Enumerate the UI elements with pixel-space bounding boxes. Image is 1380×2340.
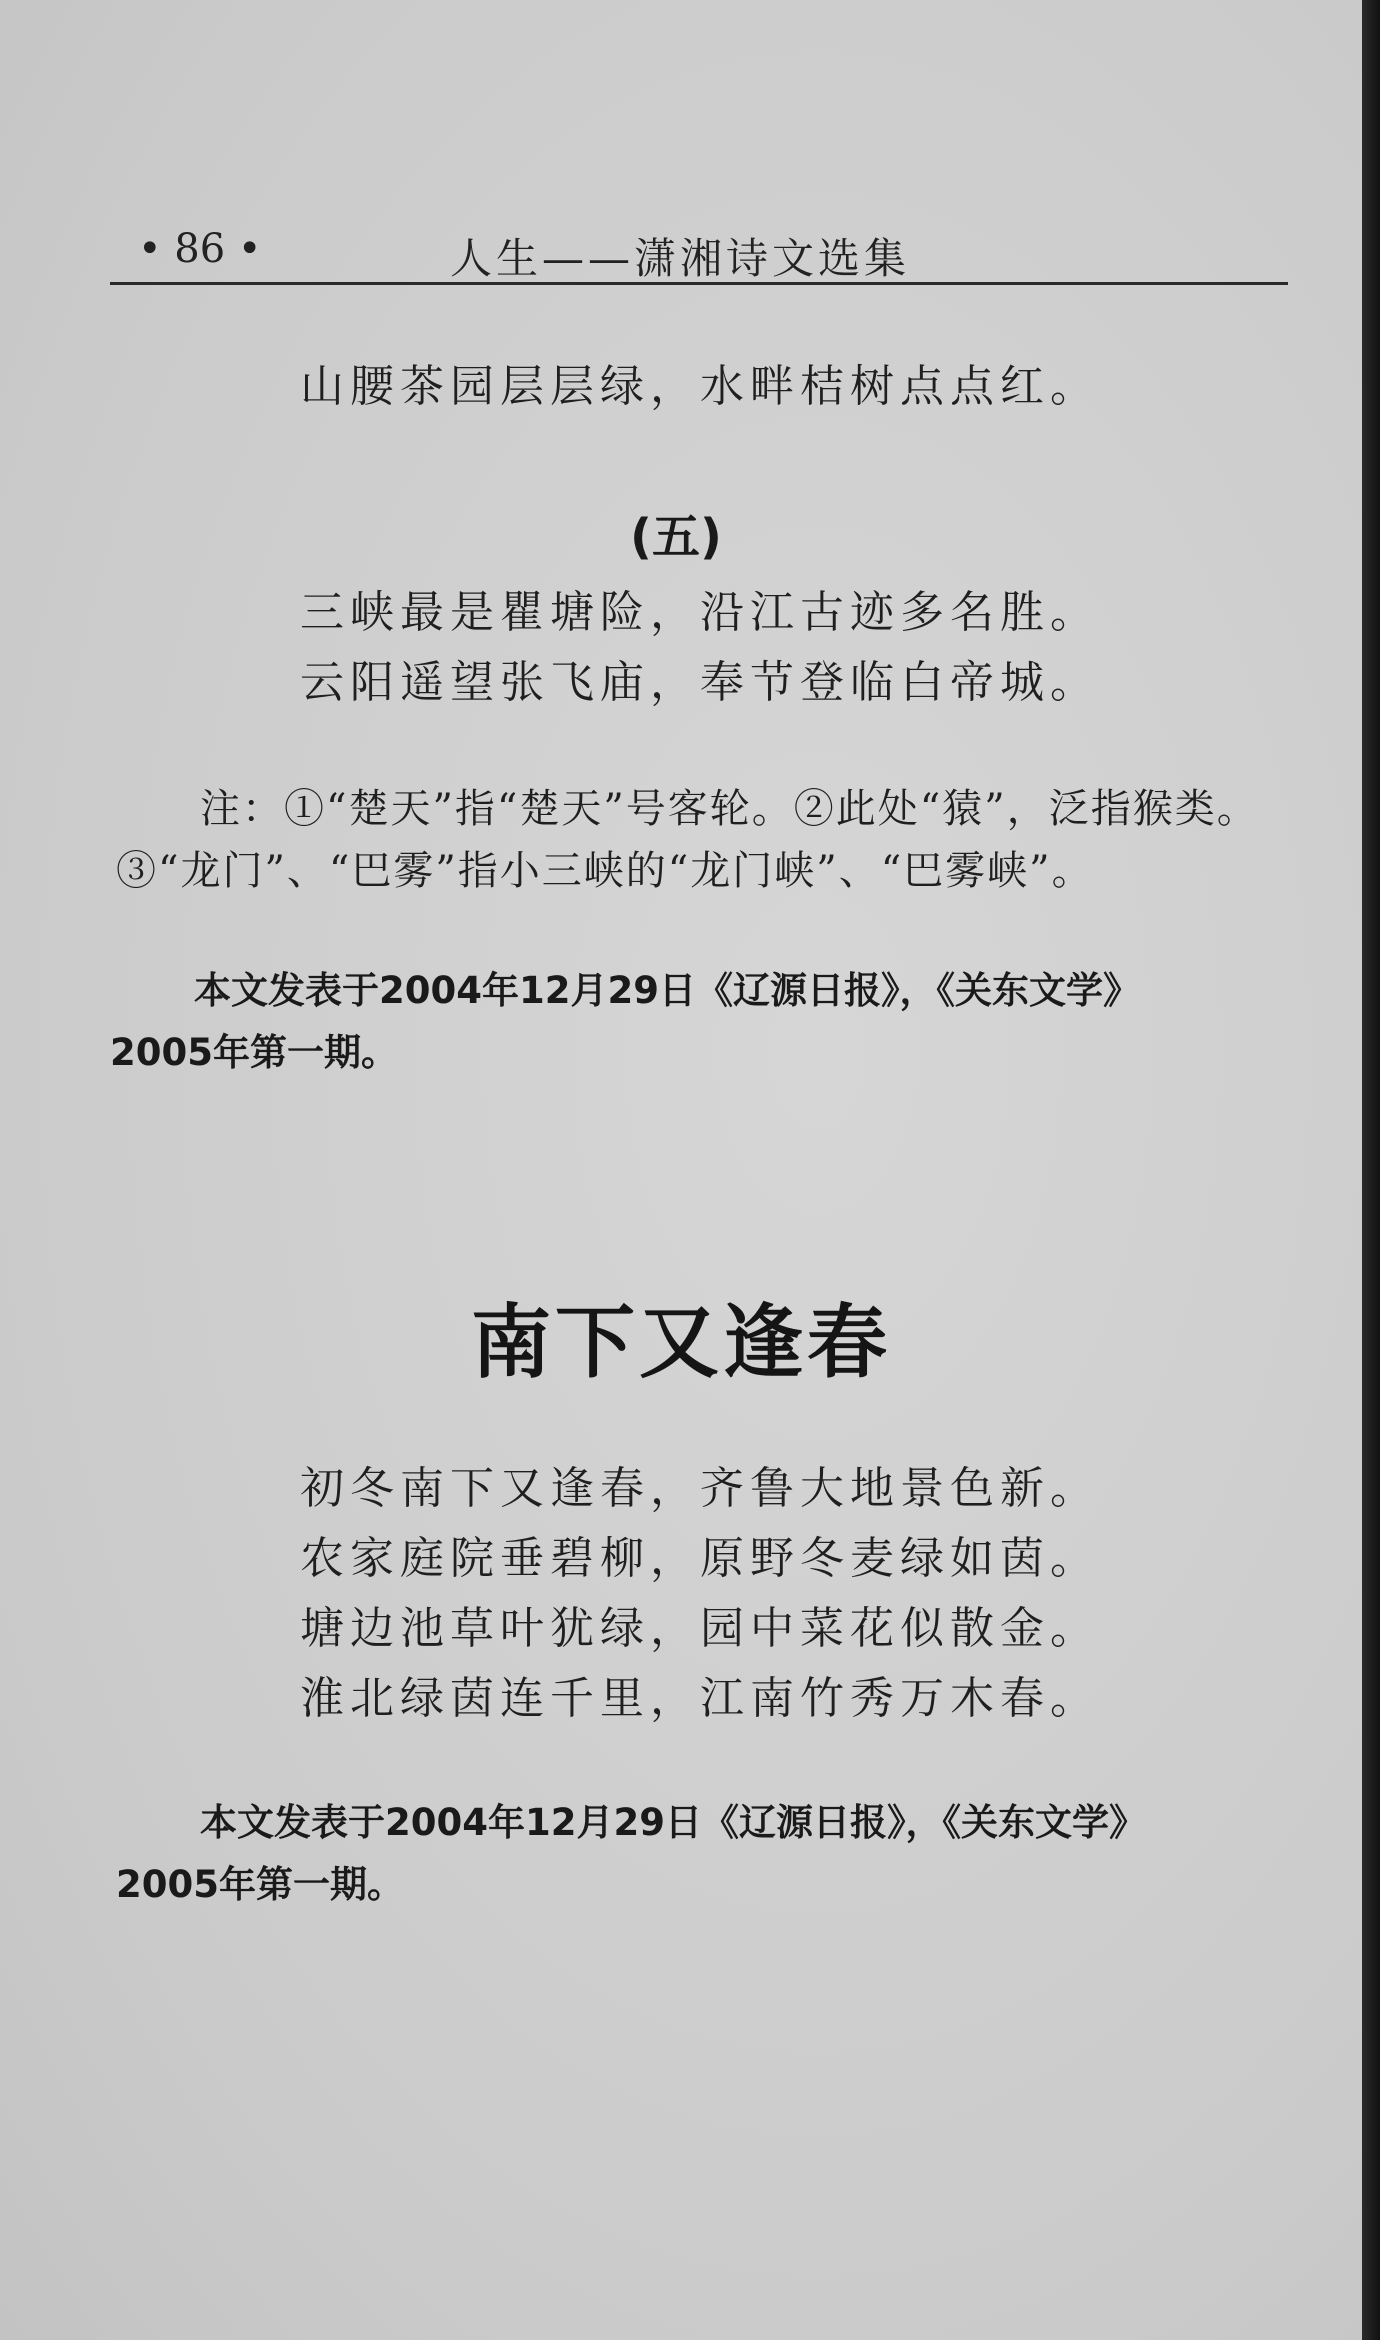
publication-line: 2005年第一期。 (116, 1863, 404, 1906)
publication-note (110, 960, 1300, 1084)
poem-line: 山腰茶园层层绿，水畔桔树点点红。 (300, 361, 1100, 412)
publication-line: 2005年第一期。 (110, 1031, 398, 1074)
section-subhead: (五) (630, 509, 722, 565)
footnote-text: 注：①“楚天”指“楚天”号客轮。②此处“猿”，泛指猴类。③“龙门”、“巴雾”指小三峡的“龙门峡”、“巴雾峡”。 (116, 786, 1259, 894)
poem-line: 初冬南下又逢春，齐鲁大地景色新。 (300, 1463, 1100, 1514)
page-number: • 86 • (138, 226, 262, 272)
page-header (110, 226, 1288, 285)
running-title: 人生——潇湘诗文选集 (450, 234, 911, 283)
poem-line: 塘边池草叶犹绿，园中菜花似散金。 (300, 1603, 1100, 1654)
poem-line: 农家庭院垂碧柳，原野冬麦绿如茵。 (300, 1533, 1100, 1584)
poem-line: 淮北绿茵连千里，江南竹秀万木春。 (300, 1673, 1100, 1724)
poem-line: 三峡最是瞿塘险，沿江古迹多名胜。 (300, 587, 1100, 638)
poem-line: 云阳遥望张飞庙，奉节登临白帝城。 (300, 657, 1100, 708)
publication-line: 本文发表于2004年12月29日《辽源日报》，《关东文学》 (194, 969, 1140, 1012)
page-edge-shadow (1362, 0, 1380, 2340)
publication-note (116, 1792, 1306, 1916)
publication-line: 本文发表于2004年12月29日《辽源日报》，《关东文学》 (200, 1801, 1146, 1844)
poem-title: 南下又逢春 (471, 1295, 891, 1389)
footnote (116, 778, 1296, 902)
